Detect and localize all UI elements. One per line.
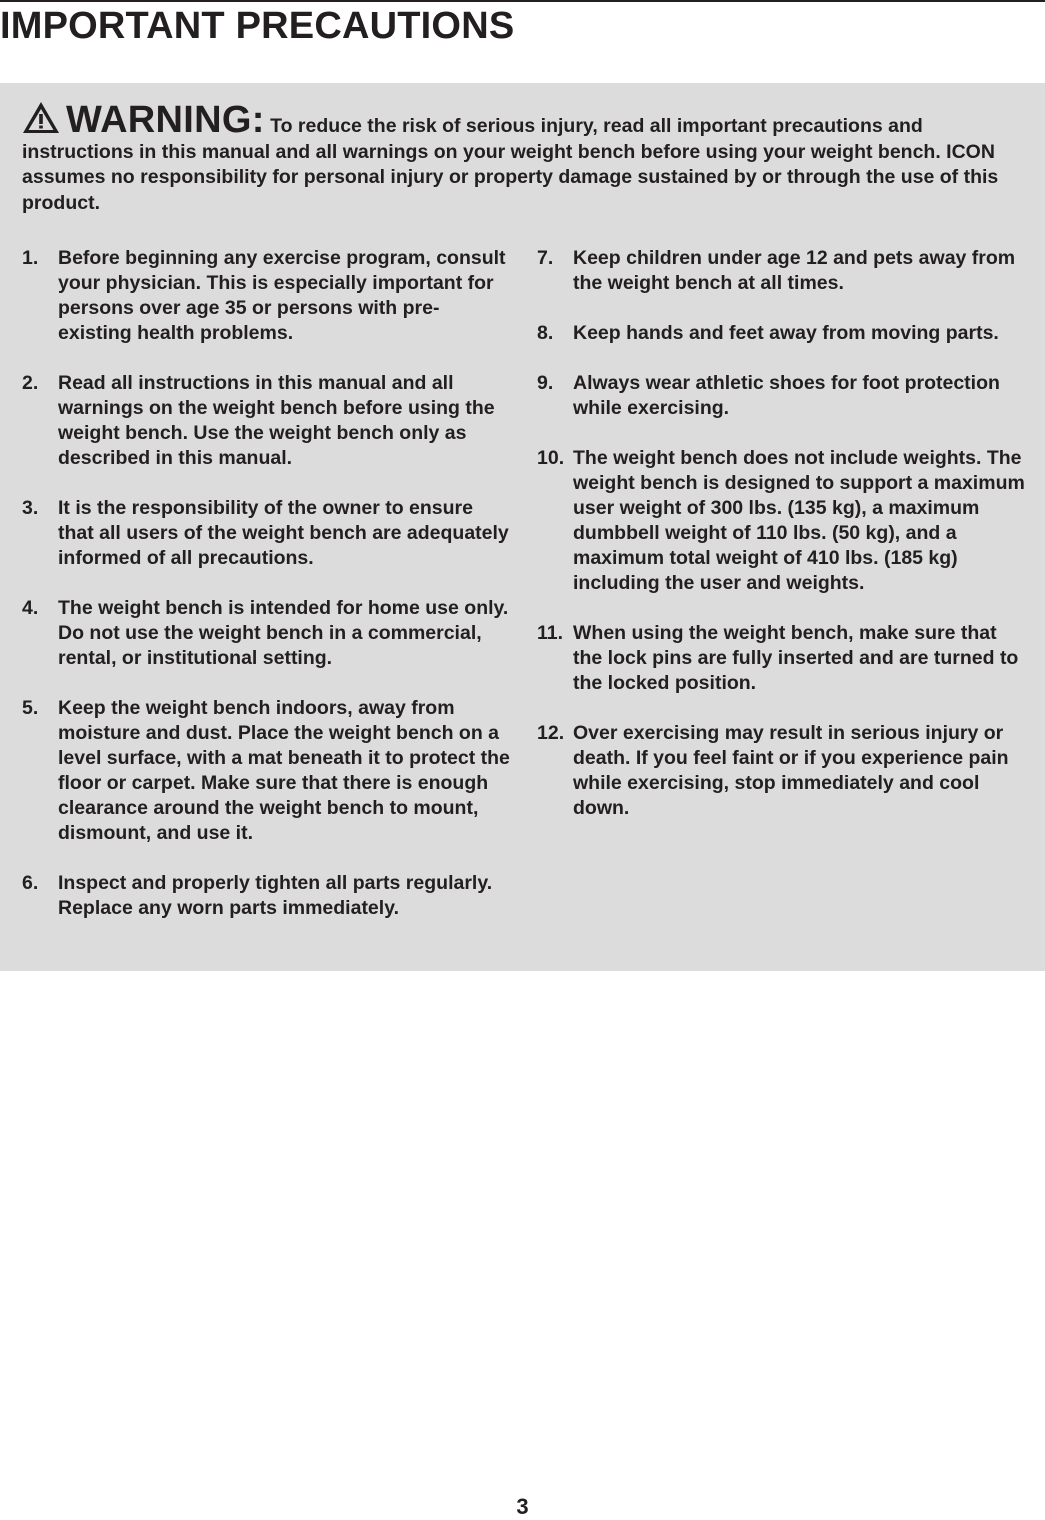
item-text: Keep hands and feet away from moving parts. (573, 322, 999, 344)
precaution-item (537, 321, 1027, 346)
precaution-item (22, 596, 512, 671)
precaution-item (537, 446, 1027, 596)
precaution-item (22, 496, 512, 571)
item-number: 4. (22, 597, 39, 619)
item-text: Always wear athletic shoes for foot protection while exercising. (573, 372, 1000, 419)
warning-statement (22, 101, 1027, 216)
precaution-item (537, 621, 1027, 696)
item-number: 3. (22, 497, 39, 519)
item-text: It is the responsibility of the owner to ensure that all users of the weight bench are adequately informed of all precautions. (58, 497, 509, 569)
item-text: Over exercising may result in serious injury or death. If you feel faint or if you experience pain while exercising, stop immediately and cool down. (573, 722, 1009, 819)
item-text: Keep children under age 12 and pets away from the weight bench at all times. (573, 247, 1016, 294)
precaution-item (22, 696, 512, 846)
item-text: Inspect and properly tighten all parts regularly. Replace any worn parts immediately. (58, 872, 493, 919)
item-number: 5. (22, 697, 39, 719)
item-number: 2. (22, 372, 39, 394)
item-text: The weight bench is intended for home use only. Do not use the weight bench in a commercial, rental, or institutional setting. (58, 597, 509, 669)
item-number: 6. (22, 872, 39, 894)
page-number: 3 (516, 1494, 529, 1519)
precautions-right-column (537, 246, 1027, 846)
precaution-item (22, 871, 512, 921)
page-title: IMPORTANT PRECAUTIONS (0, 5, 515, 47)
precaution-item (22, 246, 512, 346)
item-number: 10. (537, 447, 565, 469)
item-text: Before beginning any exercise program, consult your physician. This is especially important for persons over age 35 or persons with pre-existing health problems. (58, 247, 506, 344)
precaution-item (22, 371, 512, 471)
item-text: The weight bench does not include weights. The weight bench is designed to support a maximum user weight of 300 lbs. (135 kg), a maximum dumbbell weight of 110 lbs. (50 kg), and a maximum total weight of 410 lbs. (185 kg) including the user and weights. (573, 447, 1025, 594)
item-number: 1. (22, 247, 39, 269)
item-text: Read all instructions in this manual and all warnings on the weight bench before using the weight bench. Use the weight bench only as described in this manual. (58, 372, 495, 469)
precaution-item (537, 721, 1027, 821)
precaution-item (537, 246, 1027, 296)
warning-text: To reduce the risk of serious injury, read all important precautions and instructions in this manual and all warnings on your weight bench before using your weight bench. ICON assumes no responsibility for personal injury or property damage sustained by or through the use of this product. (22, 115, 999, 214)
top-rule (0, 0, 1045, 2)
precaution-item (537, 371, 1027, 421)
item-number: 12. (537, 722, 565, 744)
item-number: 7. (537, 247, 554, 269)
item-number: 9. (537, 372, 554, 394)
precautions-left-column (22, 246, 512, 946)
item-text: Keep the weight bench indoors, away from moisture and dust. Place the weight bench on a level surface, with a mat beneath it to protect the floor or carpet. Make sure that there is enough clearance around the weight bench to mount, dismount, and use it. (58, 697, 510, 844)
item-text: When using the weight bench, make sure that the lock pins are fully inserted and are turned to the locked position. (573, 622, 1019, 694)
warning-triangle-icon (22, 101, 60, 134)
item-number: 11. (537, 622, 564, 644)
item-number: 8. (537, 322, 554, 344)
warning-heading: WARNING: (66, 99, 265, 141)
